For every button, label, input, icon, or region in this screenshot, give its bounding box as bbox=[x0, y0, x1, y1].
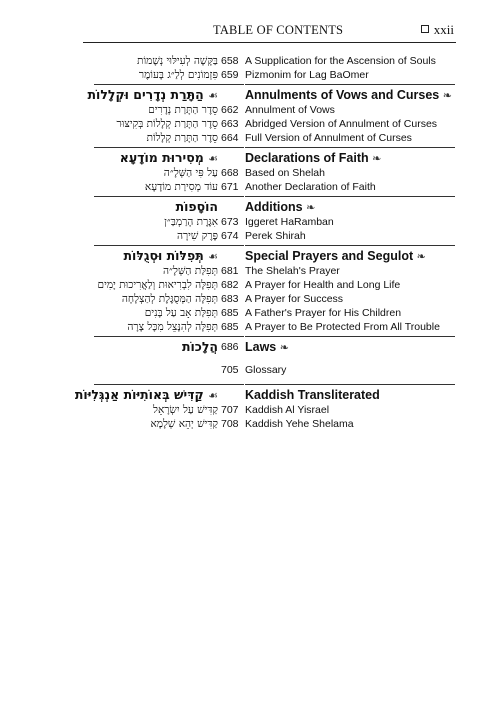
toc-page-number: 668 bbox=[221, 167, 239, 179]
toc-english-title: Perek Shirah bbox=[245, 230, 306, 242]
toc-page-number: 683 bbox=[221, 293, 239, 305]
toc-hebrew-title: תְּפִלָּה הַמְּסֻגֶּלֶת לְהַצְלָחָה bbox=[121, 293, 218, 305]
toc-page-number: 674 bbox=[221, 230, 239, 242]
toc-page-number: 659 bbox=[221, 69, 239, 81]
toc-english-title: The Shelah's Prayer bbox=[245, 265, 340, 277]
toc-row[interactable] bbox=[0, 215, 500, 229]
toc-row[interactable] bbox=[0, 417, 500, 431]
toc-row[interactable] bbox=[0, 403, 500, 417]
toc-english-title: A Prayer to Be Protected From All Trouble bbox=[245, 321, 440, 333]
ornament-icon: ❧ bbox=[306, 202, 316, 214]
toc-hebrew-title: עוֹד מְסִירַת מוֹדָעָא bbox=[144, 181, 218, 193]
toc-hebrew-title: תְּפִלַּת אָב עַל בָּנִים bbox=[144, 307, 218, 319]
toc-english-title: Annulment of Vows bbox=[245, 104, 335, 116]
toc-page-number: 673 bbox=[221, 216, 239, 228]
toc-row[interactable] bbox=[0, 68, 500, 82]
section-english-heading: Laws ❧ bbox=[245, 340, 289, 354]
section-hebrew-heading: ☙ מְסִירוּת מוֹדָעָא bbox=[119, 150, 218, 165]
toc-english-title: A Prayer for Health and Long Life bbox=[245, 279, 401, 291]
toc-row[interactable] bbox=[0, 229, 500, 243]
section-heading[interactable] bbox=[0, 246, 500, 266]
section-english-heading: Declarations of Faith ❧ bbox=[245, 151, 382, 165]
running-header bbox=[83, 20, 456, 43]
toc-row[interactable] bbox=[0, 363, 500, 377]
section-english-heading: Additions ❧ bbox=[245, 200, 316, 214]
toc-row[interactable] bbox=[0, 131, 500, 145]
toc-page-number: 664 bbox=[221, 132, 239, 144]
toc-page-number: 707 bbox=[221, 404, 239, 416]
ornament-icon: ☙ bbox=[208, 152, 218, 165]
toc-page-number: 681 bbox=[221, 265, 239, 277]
toc-hebrew-title: תְּפִלַּת הַשְּׁלָ״ה bbox=[163, 265, 218, 277]
section-heading[interactable] bbox=[0, 337, 500, 357]
toc-row[interactable] bbox=[0, 117, 500, 131]
section-english-heading: Annulments of Vows and Curses ❧ bbox=[245, 88, 452, 102]
toc-page-number: 662 bbox=[221, 104, 239, 116]
section-english-heading: Kaddish Transliterated bbox=[245, 388, 380, 402]
toc-page-number: 663 bbox=[221, 118, 239, 130]
toc-english-title: A Supplication for the Ascension of Souls bbox=[245, 55, 436, 67]
toc-page-number: 685 bbox=[221, 321, 239, 333]
toc-hebrew-title: פִּזְמוֹנִים לְלַ״ג בָּעוֹמֶר bbox=[138, 69, 218, 81]
section-hebrew-heading: ☙ קַדִּישׁ בְּאוֹתִיּוֹת אַנְגְּלִיּוֹת bbox=[74, 387, 218, 402]
toc-row[interactable] bbox=[0, 166, 500, 180]
section-english-heading: Special Prayers and Segulot ❧ bbox=[245, 249, 426, 263]
section-hebrew-heading: הוֹסָפוֹת bbox=[175, 199, 218, 214]
toc-page-number: 705 bbox=[221, 364, 239, 376]
toc-hebrew-title: בַּקָּשָׁה לְעִילּוּי נְשָׁמוֹת bbox=[137, 55, 218, 67]
section-heading[interactable] bbox=[0, 148, 500, 168]
toc-row[interactable] bbox=[0, 180, 500, 194]
ornament-icon: ❧ bbox=[372, 153, 382, 165]
toc-hebrew-title: אִגֶּרֶת הָרַמְבַּ״ן bbox=[164, 216, 218, 228]
square-bullet-icon bbox=[421, 25, 429, 33]
toc-english-title: A Father's Prayer for His Children bbox=[245, 307, 402, 319]
toc-hebrew-title: קַדִּישׁ עַל יִשְׂרָאֵל bbox=[153, 404, 218, 416]
ornament-icon: ❧ bbox=[279, 342, 289, 354]
ornament-icon: ❧ bbox=[442, 90, 452, 102]
toc-page-number: 685 bbox=[221, 307, 239, 319]
toc-hebrew-title: קַדִּישׁ יְהֵא שְׁלָמָא bbox=[150, 418, 218, 430]
toc-row[interactable] bbox=[0, 292, 500, 306]
header-page-label: xxii bbox=[433, 22, 454, 37]
toc-english-title: Kaddish Yehe Shelama bbox=[245, 418, 354, 430]
toc-row[interactable] bbox=[0, 306, 500, 320]
toc-english-title: Kaddish Al Yisrael bbox=[245, 404, 330, 416]
toc-page-number: 686 bbox=[221, 341, 239, 353]
toc-page-number: 658 bbox=[221, 55, 239, 67]
toc-row[interactable] bbox=[0, 264, 500, 278]
toc-row[interactable] bbox=[0, 278, 500, 292]
ornament-icon: ☙ bbox=[208, 89, 218, 102]
toc-english-title: Full Version of Annulment of Curses bbox=[245, 132, 412, 144]
toc-page-number: 671 bbox=[221, 181, 239, 193]
toc-hebrew-title: סֵדֶר הַתָּרַת נְדָרִים bbox=[148, 104, 218, 116]
section-hebrew-heading: ☙ הַתָּרַת נְדָרִים וּקְלָלוֹת bbox=[87, 87, 218, 102]
header-page-number bbox=[421, 22, 454, 38]
section-hebrew-heading: ☙ תְּפִלּוֹת וּסְגֻלּוֹת bbox=[123, 248, 218, 263]
ornament-icon: ☙ bbox=[208, 389, 218, 402]
section-hebrew-heading: הֲלָכוֹת bbox=[181, 339, 218, 354]
section-heading[interactable] bbox=[0, 85, 500, 105]
toc-row[interactable] bbox=[0, 54, 500, 68]
toc-english-title: Iggeret HaRamban bbox=[245, 216, 334, 228]
toc-hebrew-title: עַל פִּי הַשְּׁלָ״ה bbox=[163, 167, 218, 179]
section-heading[interactable] bbox=[0, 385, 500, 405]
toc-english-title: Based on Shelah bbox=[245, 167, 325, 179]
header-title: TABLE OF CONTENTS bbox=[213, 23, 344, 37]
toc-english-title: Pizmonim for Lag BaOmer bbox=[245, 69, 369, 81]
toc-row[interactable] bbox=[0, 103, 500, 117]
toc-hebrew-title: סֵדֶר הַתָּרַת קְלָלוֹת בְּקִיצּוּר bbox=[116, 118, 218, 130]
ornament-icon: ❧ bbox=[416, 251, 426, 263]
section-heading[interactable] bbox=[0, 197, 500, 217]
toc-english-title: Abridged Version of Annulment of Curses bbox=[245, 118, 438, 130]
toc-hebrew-title: תְּפִלָּה לִבְרִיאוּת וְלַאֲרִיכוּת יָמִים bbox=[97, 279, 218, 291]
toc-hebrew-title: תְּפִלָּה לְהִנָּצֵל מִכָּל צָרָה bbox=[127, 321, 218, 333]
toc-english-title: A Prayer for Success bbox=[245, 293, 344, 305]
toc-page-number: 682 bbox=[221, 279, 239, 291]
toc-page-number: 708 bbox=[221, 418, 239, 430]
toc-hebrew-title: סֵדֶר הַתָּרַת קְלָלוֹת bbox=[146, 132, 218, 144]
toc-row[interactable] bbox=[0, 320, 500, 334]
toc-hebrew-title: פֶּרֶק שִׁירָה bbox=[176, 230, 218, 242]
ornament-icon: ☙ bbox=[208, 250, 218, 263]
toc-english-title: Glossary bbox=[245, 364, 287, 376]
toc-english-title: Another Declaration of Faith bbox=[245, 181, 376, 193]
